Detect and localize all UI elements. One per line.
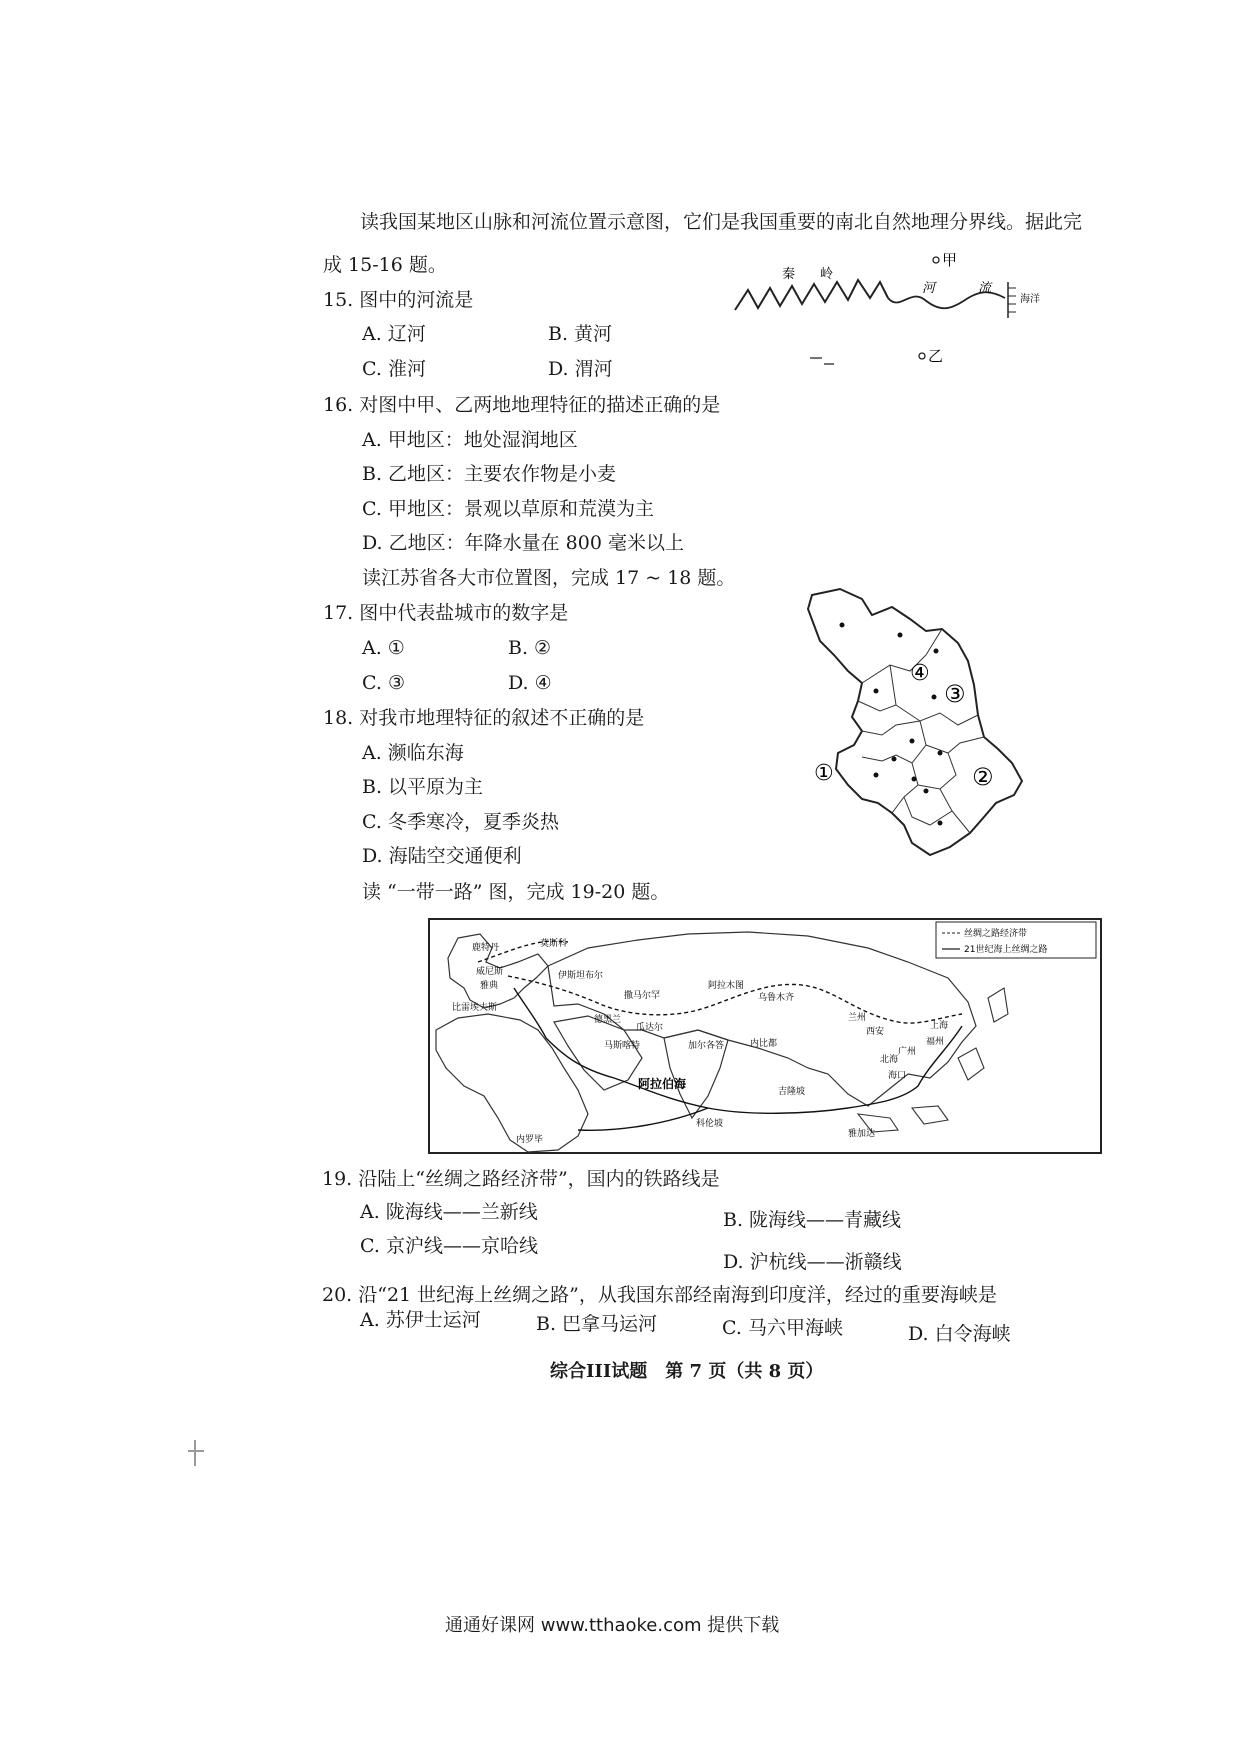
option-c: C. 京沪线——京哈线 bbox=[360, 1235, 538, 1257]
place-label: 兰州 bbox=[848, 1013, 867, 1023]
place-label: 上海 bbox=[930, 1021, 949, 1031]
option-d: D. 海陆空交通便利 bbox=[362, 845, 522, 867]
option-c: C. 马六甲海峡 bbox=[722, 1317, 843, 1339]
place-label: 北海 bbox=[880, 1055, 899, 1065]
page-footer: 综合III试题 第 7 页（共 8 页） bbox=[550, 1361, 824, 1382]
option-b: B. 以平原为主 bbox=[362, 776, 484, 798]
place-label: 广州 bbox=[898, 1047, 917, 1057]
option-a: A. 陇海线——兰新线 bbox=[360, 1201, 538, 1223]
place-label: 乌鲁木齐 bbox=[758, 993, 795, 1003]
map-label: ③ bbox=[944, 680, 966, 708]
option-a: A. 甲地区：地处湿润地区 bbox=[362, 429, 578, 451]
option-b: B. ② bbox=[508, 637, 552, 659]
place-label: 科伦坡 bbox=[696, 1119, 724, 1129]
place-label: 莫斯科 bbox=[540, 939, 568, 949]
map-label: ② bbox=[972, 763, 994, 791]
legend-item: 丝绸之路经济带 bbox=[964, 929, 1028, 939]
place-label: 福州 bbox=[926, 1037, 945, 1047]
question-17: 17. 图中代表盐城市的数字是 bbox=[323, 602, 569, 624]
intro-text: 读我国某地区山脉和河流位置示意图，它们是我国重要的南北自然地理分界线。据此完 bbox=[360, 211, 1083, 233]
scan-mark bbox=[188, 1450, 204, 1452]
option-b: B. 乙地区：主要农作物是小麦 bbox=[362, 463, 617, 485]
jiangsu-map bbox=[800, 585, 1040, 865]
option-a: A. 苏伊士运河 bbox=[360, 1309, 481, 1331]
map-label: ① bbox=[814, 761, 834, 786]
place-label: 海口 bbox=[888, 1071, 907, 1081]
question-16: 16. 对图中甲、乙两地地理特征的描述正确的是 bbox=[323, 394, 721, 416]
belt-road-map bbox=[428, 918, 1102, 1154]
place-label: 撒马尔罕 bbox=[624, 991, 661, 1001]
place-label: 马斯喀特 bbox=[604, 1041, 641, 1051]
sea-label: 海洋 bbox=[1020, 294, 1040, 305]
place-label: 比雷埃夫斯 bbox=[452, 1003, 498, 1013]
place-label: 甲 bbox=[942, 251, 958, 269]
place-label: 鹿特丹 bbox=[472, 943, 500, 953]
place-label: 内罗毕 bbox=[516, 1135, 544, 1145]
option-a: A. ① bbox=[362, 637, 405, 659]
river-label: 流 bbox=[978, 281, 992, 296]
question-18: 18. 对我市地理特征的叙述不正确的是 bbox=[323, 707, 645, 729]
option-d: D. 白令海峡 bbox=[908, 1323, 1011, 1345]
option-b: B. 巴拿马运河 bbox=[536, 1313, 658, 1335]
intro-text: 读江苏省各大市位置图，完成 17 ~ 18 题。 bbox=[362, 567, 736, 589]
option-d: D. 沪杭线——浙赣线 bbox=[723, 1251, 902, 1273]
watermark-text: 通通好课网 www.tthaoke.com 提供下载 bbox=[445, 1615, 780, 1636]
place-label: 乙 bbox=[928, 347, 944, 365]
question-20: 20. 沿“21 世纪海上丝绸之路”，从我国东部经南海到印度洋，经过的重要海峡是 bbox=[322, 1284, 997, 1306]
place-label: 德黑兰 bbox=[594, 1015, 622, 1025]
question-15: 15. 图中的河流是 bbox=[323, 289, 474, 311]
option-a: A. 辽河 bbox=[362, 323, 426, 345]
intro-text: 读 “一带一路” 图，完成 19-20 题。 bbox=[362, 881, 670, 903]
option-c: C. 淮河 bbox=[362, 358, 426, 380]
option-d: D. 乙地区：年降水量在 800 毫米以上 bbox=[362, 532, 684, 554]
place-label: 西安 bbox=[866, 1027, 885, 1037]
option-c: C. 甲地区：景观以草原和荒漠为主 bbox=[362, 498, 654, 520]
mountain-label: 岭 bbox=[820, 267, 834, 282]
option-d: D. ④ bbox=[508, 672, 552, 694]
place-label: 瓜达尔 bbox=[636, 1023, 664, 1033]
mountain-river-map bbox=[730, 240, 1050, 380]
place-label: 威尼斯 bbox=[476, 967, 504, 977]
place-label: 加尔各答 bbox=[688, 1041, 725, 1051]
option-d: D. 渭河 bbox=[548, 358, 613, 380]
question-19: 19. 沿陆上“丝绸之路经济带”，国内的铁路线是 bbox=[322, 1168, 720, 1190]
option-c: C. ③ bbox=[362, 672, 405, 694]
place-label: 内比都 bbox=[750, 1039, 778, 1049]
place-label: 雅加达 bbox=[848, 1129, 876, 1139]
place-label: 伊斯坦布尔 bbox=[558, 971, 604, 981]
option-b: B. 黄河 bbox=[548, 323, 613, 345]
option-b: B. 陇海线——青藏线 bbox=[723, 1209, 902, 1231]
intro-text: 成 15-16 题。 bbox=[323, 254, 447, 276]
mountain-label: 秦 bbox=[782, 267, 796, 282]
sea-label: 阿拉伯海 bbox=[638, 1077, 687, 1091]
place-label: 雅典 bbox=[480, 981, 499, 991]
place-label: 阿拉木图 bbox=[708, 981, 745, 991]
scan-mark bbox=[194, 1440, 196, 1466]
option-c: C. 冬季寒冷，夏季炎热 bbox=[362, 811, 559, 833]
legend-item: 21世纪海上丝绸之路 bbox=[964, 945, 1048, 955]
place-label: 吉隆坡 bbox=[778, 1087, 806, 1097]
map-label: ④ bbox=[910, 661, 930, 686]
river-label: 河 bbox=[922, 281, 936, 296]
option-a: A. 濒临东海 bbox=[362, 742, 464, 764]
